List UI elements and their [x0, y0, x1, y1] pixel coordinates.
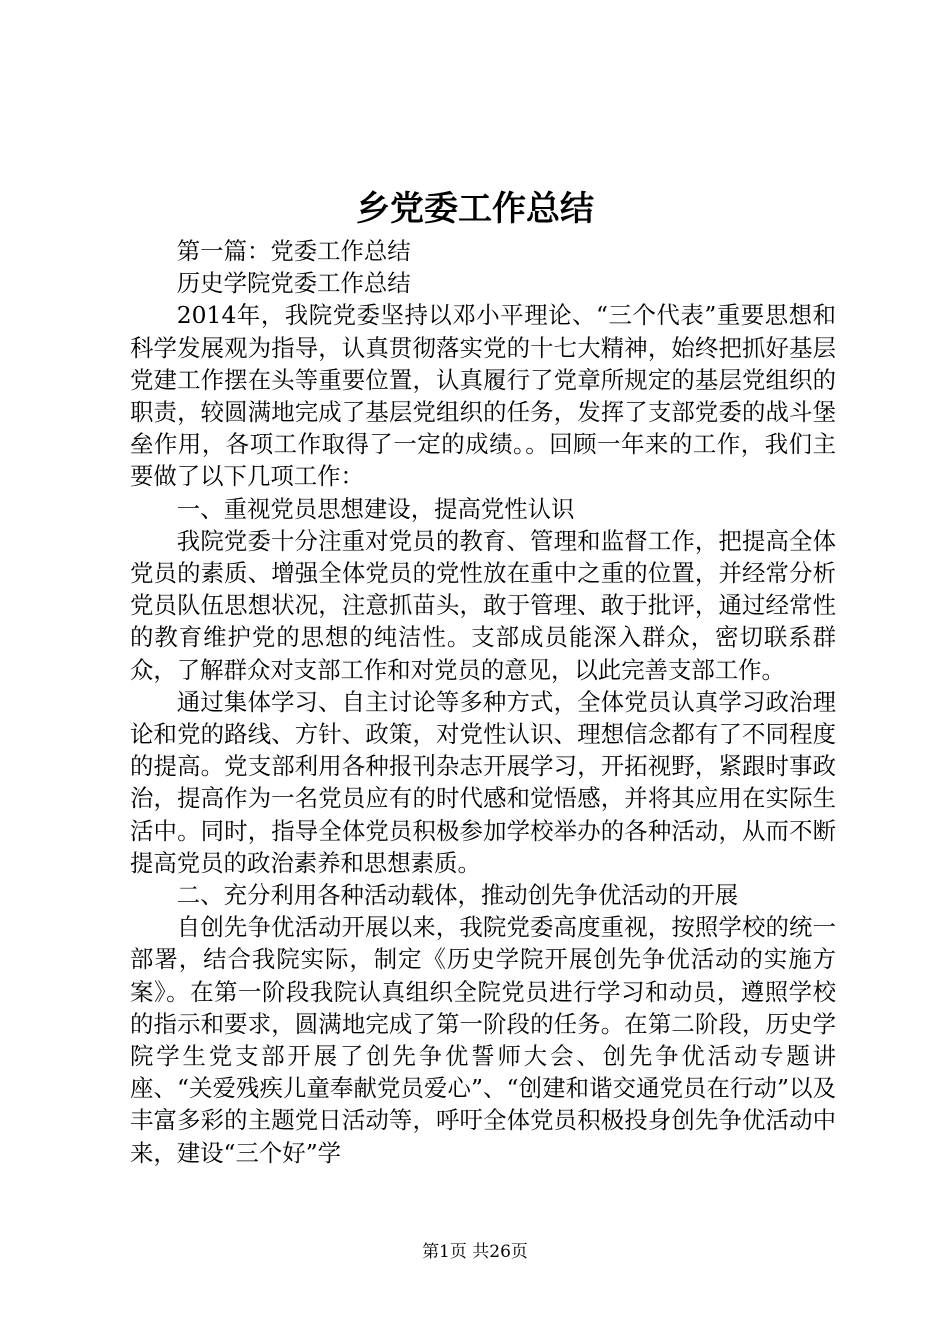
body-paragraph: 2014年，我院党委坚持以邓小平理论、“三个代表”重要思想和科学发展观为指导，认真贯彻落实党的十七大精神，始终把抓好基层党建工作摆在头等重要位置，认真履行了党章所规定的基层党组织的职责，较圆满地完成了基层党组织的任务，发挥了支部党委的战斗堡垒作用，各项工作取得了一定的成绩。。回顾一年来的工作，我们主要做了以下几项工作： — [130, 301, 836, 491]
body-paragraph: 通过集体学习、自主讨论等多种方式，全体党员认真学习政治理论和党的路线、方针、政策，对党性认识、理想信念都有了不同程度的提高。党支部利用各种报刊杂志开展学习，开拓视野，紧跟时事政治，提高作为一名党员应有的时代感和觉悟感，并将其应用在实际生活中。同时，指导全体党员积极参加学校举办的各种活动，从而不断提高党员的政治素养和思想素质。 — [130, 687, 836, 877]
document-body — [130, 235, 836, 1169]
section-heading-two: 二、充分利用各种活动载体，推动创先争优活动的开展 — [176, 881, 739, 910]
body-paragraph: 自创先争优活动开展以来，我院党委高度重视，按照学校的统一部署，结合我院实际，制定《历史学院开展创先争优活动的实施方案》。在第一阶段我院认真组织全院党员进行学习和动员，遵照学校的指示和要求，圆满地完成了第一阶段的任务。在第二阶段，历史学院学生党支部开展了创先争优誓师大会、创先争优活动专题讲座、“关爱残疾儿童奉献党员爱心”、“创建和谐交通党员在行动”以及丰富多彩的主题党日活动等，呼吁全体党员积极投身创先争优活动中来，建设“三个好”学 — [130, 913, 836, 1167]
body-paragraph: 我院党委十分注重对党员的教育、管理和监督工作，把提高全体党员的素质、增强全体党员的党性放在重中之重的位置，并经常分析党员队伍思想状况，注意抓苗头，敢于管理、敢于批评，通过经常性的教育维护党的思想的纯洁性。支部成员能深入群众，密切联系群众，了解群众对支部工作和对党员的意见，以此完善支部工作。 — [130, 526, 836, 684]
document-title: 乡党委工作总结 — [356, 189, 594, 229]
subheading: 历史学院党委工作总结 — [176, 269, 411, 298]
section-heading-part-one: 第一篇：党委工作总结 — [176, 237, 411, 265]
section-heading-one: 一、重视党员思想建设，提高党性认识 — [176, 494, 575, 523]
page-number-footer: 第1页 共26页 — [422, 1242, 528, 1262]
